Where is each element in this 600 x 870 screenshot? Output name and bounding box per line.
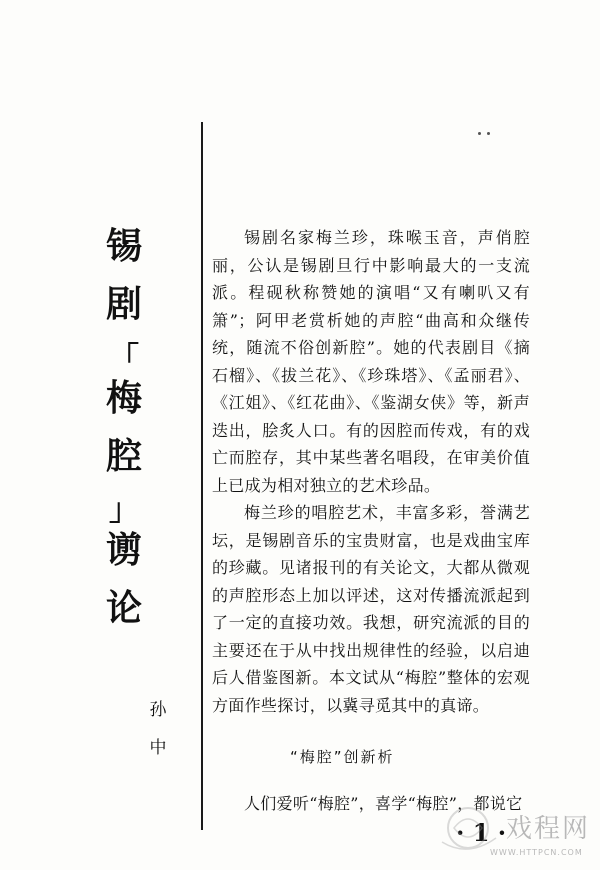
- title-char: 论: [105, 588, 142, 629]
- title-char: 梅: [105, 378, 142, 419]
- watermark-url: WWW.HTTPCN.COM: [490, 848, 583, 857]
- body-paragraph: 锡剧名家梅兰珍，珠喉玉音，声俏腔丽，公认是锡剧旦行中影响最大的一支流派。程砚秋称赞她的演唱“又有喇叭又有箫”；阿甲老赏析她的声腔“曲高和众继传统，随流不俗创新腔”。她的代表剧目《摘石榴》、《拔兰花》、《珍珠塔》、《孟丽君》、《江姐》、《红花曲》、《鉴湖女侠》等，新声迭出，脍炙人口。有的因腔而传戏，有的戏亡而腔存，其中某些著名唱段，在审美价值上已成为相对独立的艺术珍品。: [212, 228, 530, 495]
- article-title: [94, 228, 154, 648]
- page-number: · 1 ·: [456, 818, 507, 847]
- title-char: 锡: [105, 226, 142, 267]
- scan-speck: [478, 132, 481, 135]
- scan-speck: [487, 132, 490, 135]
- title-close-bracket: 」: [109, 493, 139, 528]
- title-open-bracket: 「: [109, 341, 139, 376]
- column-divider: [201, 122, 203, 830]
- author-name: [138, 700, 178, 776]
- article-body: [212, 224, 530, 719]
- author-char: 孙: [149, 700, 167, 720]
- title-char: 腔: [105, 436, 142, 477]
- watermark-text: 戏程网: [506, 814, 591, 844]
- title-char: 剧: [105, 284, 142, 325]
- body-paragraph-start: 人们爱听“梅腔”，喜学“梅腔”，都说它: [244, 794, 523, 813]
- body-paragraph: 梅兰珍的唱腔艺术，丰富多彩，誉满艺坛，是锡剧音乐的宝贵财富，也是戏曲宝库的珍藏。见诸报刊的有关论文，大都从微观的声腔形态上加以评述，这对传播流派起到了一定的直接功效。我想，研究流派的目的主要还在于从中找出规律性的经验，以启迪后人借鉴图新。本文试从“梅腔”整体的宏观方面作些探讨，以冀寻觅其中的真谛。: [212, 503, 530, 715]
- title-char: 谫: [105, 530, 142, 571]
- section-heading: “梅腔”创新析: [290, 748, 395, 766]
- author-char: 中: [149, 738, 167, 758]
